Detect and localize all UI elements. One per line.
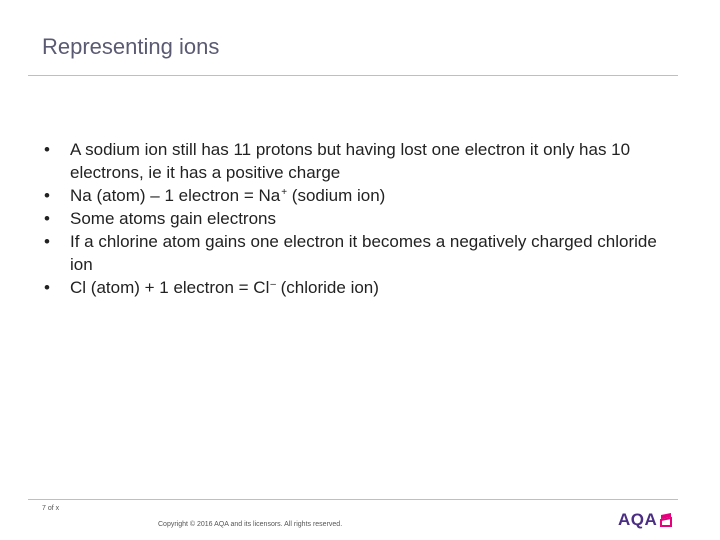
bullet-marker: • — [44, 278, 50, 297]
bullet-text-suffix: (chloride ion) — [275, 278, 379, 297]
bullet-list — [44, 138, 684, 299]
bullet-text: Cl (atom) + 1 electron = Cl — [70, 278, 270, 297]
footer-divider — [28, 499, 678, 500]
bullet-text: Na (atom) – 1 electron = Na — [70, 186, 281, 205]
bullet-marker: • — [44, 140, 50, 159]
bullet-item — [44, 138, 684, 184]
bullet-text: If a chlorine atom gains one electron it becomes a negatively charged chloride ion — [70, 232, 657, 274]
bullet-text: Some atoms gain electrons — [70, 209, 276, 228]
bullet-marker: • — [44, 186, 50, 205]
slide-title: Representing ions — [42, 34, 220, 59]
charge-superscript: + — [281, 187, 288, 198]
title-divider — [28, 75, 678, 76]
bullet-item — [44, 230, 684, 276]
bullet-marker: • — [44, 232, 50, 251]
bullet-text: A sodium ion still has 11 protons but having lost one electron it only has 10 electrons, ie it has a positive charge — [70, 140, 631, 182]
copyright-notice: Copyright © 2016 AQA and its licensors. All rights reserved. — [158, 521, 343, 528]
charge-superscript: – — [270, 279, 276, 290]
bullet-item — [44, 207, 684, 230]
bullet-item — [44, 184, 684, 207]
bullet-marker: • — [44, 209, 50, 228]
logo-text: AQA — [618, 510, 658, 529]
page-number: 7 of x — [42, 505, 60, 512]
logo-mark-icon — [659, 512, 673, 528]
bullet-item — [44, 276, 684, 299]
bullet-text-suffix: (sodium ion) — [287, 186, 386, 205]
aqa-logo — [618, 510, 673, 530]
